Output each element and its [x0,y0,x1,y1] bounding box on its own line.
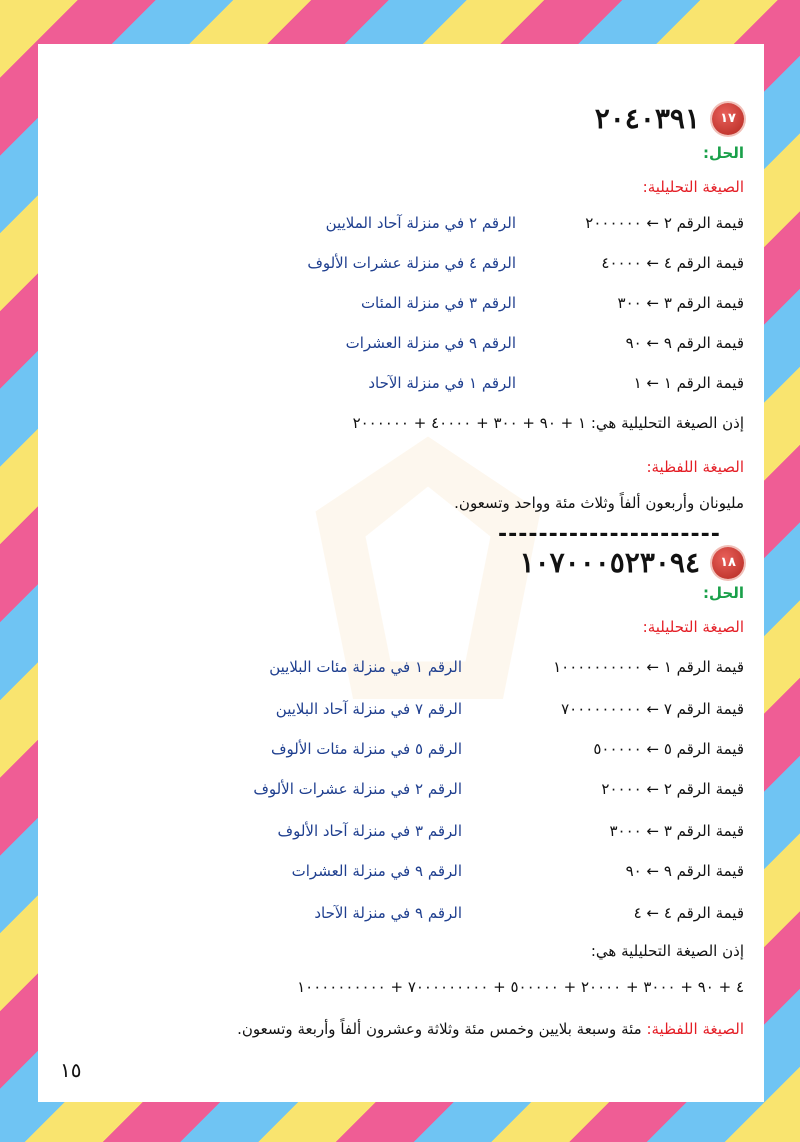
problem-number: ٢٠٤٠٣٩١ [594,102,700,135]
digit-place: الرقم ٤ في منزلة عشرات الألوف [307,254,516,272]
digit-value: قيمة الرقم ٣ ← ٣٠٠٠ [609,822,744,840]
place-value-row [58,334,744,358]
verbal-form-label: الصيغة اللفظية: [646,458,744,476]
digit-place: الرقم ٢ في منزلة عشرات الألوف [253,780,462,798]
place-value-row [58,254,744,278]
page [38,44,764,1102]
digit-place: الرقم ١ في منزلة الآحاد [368,374,516,392]
digit-value: قيمة الرقم ٤ ← ٤٠٠٠٠ [601,254,744,272]
problem-number-badge: ١٨ [712,547,744,579]
problem-number-badge: ١٧ [712,103,744,135]
solution-label: الحل: [703,584,744,602]
digit-value: قيمة الرقم ٣ ← ٣٠٠ [617,294,744,312]
analytic-result: إذن الصيغة التحليلية هي: ١ + ٩٠ + ٣٠٠ + ٤٠٠٠٠ + ٢٠٠٠٠٠٠ [352,414,744,432]
place-value-row [58,862,744,886]
verbal-form [237,1020,744,1038]
place-value-row [58,294,744,318]
digit-value: قيمة الرقم ٢ ← ٢٠٠٠٠٠٠ [585,214,744,232]
place-value-row [58,740,744,764]
verbal-form-text: مئة وسبعة بلايين وخمس مئة وثلاثة وعشرون ألفاً وأربعة وتسعون. [237,1020,642,1038]
digit-value: قيمة الرقم ١ ← ١ [633,374,744,392]
analytic-form-label: الصيغة التحليلية: [642,618,744,636]
place-value-row [58,214,744,238]
place-value-row [58,822,744,846]
digit-place: الرقم ٣ في منزلة المئات [360,294,516,312]
digit-place: الرقم ٩ في منزلة الآحاد [314,904,462,922]
page-number: ١٥ [60,1058,82,1082]
digit-value: قيمة الرقم ١ ← ١٠٠٠٠٠٠٠٠٠٠ [553,658,744,676]
digit-place: الرقم ١ في منزلة مئات البلايين [269,658,462,676]
place-value-row [58,658,744,682]
place-value-row [58,700,744,724]
digit-value: قيمة الرقم ٢ ← ٢٠٠٠٠ [601,780,744,798]
digit-place: الرقم ٩ في منزلة العشرات [345,334,516,352]
digit-value: قيمة الرقم ٤ ← ٤ [633,904,744,922]
place-value-row [58,780,744,804]
digit-place: الرقم ٥ في منزلة مئات الألوف [270,740,462,758]
digit-place: الرقم ٣ في منزلة آحاد الألوف [277,822,462,840]
analytic-result-label: إذن الصيغة التحليلية هي: [590,942,744,960]
digit-value: قيمة الرقم ٩ ← ٩٠ [625,334,744,352]
verbal-form-text: مليونان وأربعون ألفاً وثلاث مئة وواحد وتسعون. [454,494,744,512]
analytic-result: ٤ + ٩٠ + ٣٠٠٠ + ٢٠٠٠٠ + ٥٠٠٠٠٠ + ٧٠٠٠٠٠٠٠٠٠ + ١٠٠٠٠٠٠٠٠٠٠ [297,978,744,996]
problem-18-header [520,546,744,579]
problem-number: ١٠٧٠٠٠٥٢٣٠٩٤ [519,546,700,579]
separator: ---------------------- [498,522,721,547]
digit-value: قيمة الرقم ٥ ← ٥٠٠٠٠٠ [593,740,744,758]
place-value-row [58,374,744,398]
digit-place: الرقم ٩ في منزلة العشرات [291,862,462,880]
digit-place: الرقم ٧ في منزلة آحاد البلايين [275,700,462,718]
solution-label: الحل: [703,144,744,162]
digit-value: قيمة الرقم ٧ ← ٧٠٠٠٠٠٠٠٠٠ [561,700,744,718]
verbal-form-label: الصيغة اللفظية: [646,1020,744,1038]
analytic-form-label: الصيغة التحليلية: [642,178,744,196]
digit-place: الرقم ٢ في منزلة آحاد الملايين [325,214,516,232]
digit-value: قيمة الرقم ٩ ← ٩٠ [625,862,744,880]
place-value-row [58,904,744,928]
problem-17-header [595,102,744,135]
